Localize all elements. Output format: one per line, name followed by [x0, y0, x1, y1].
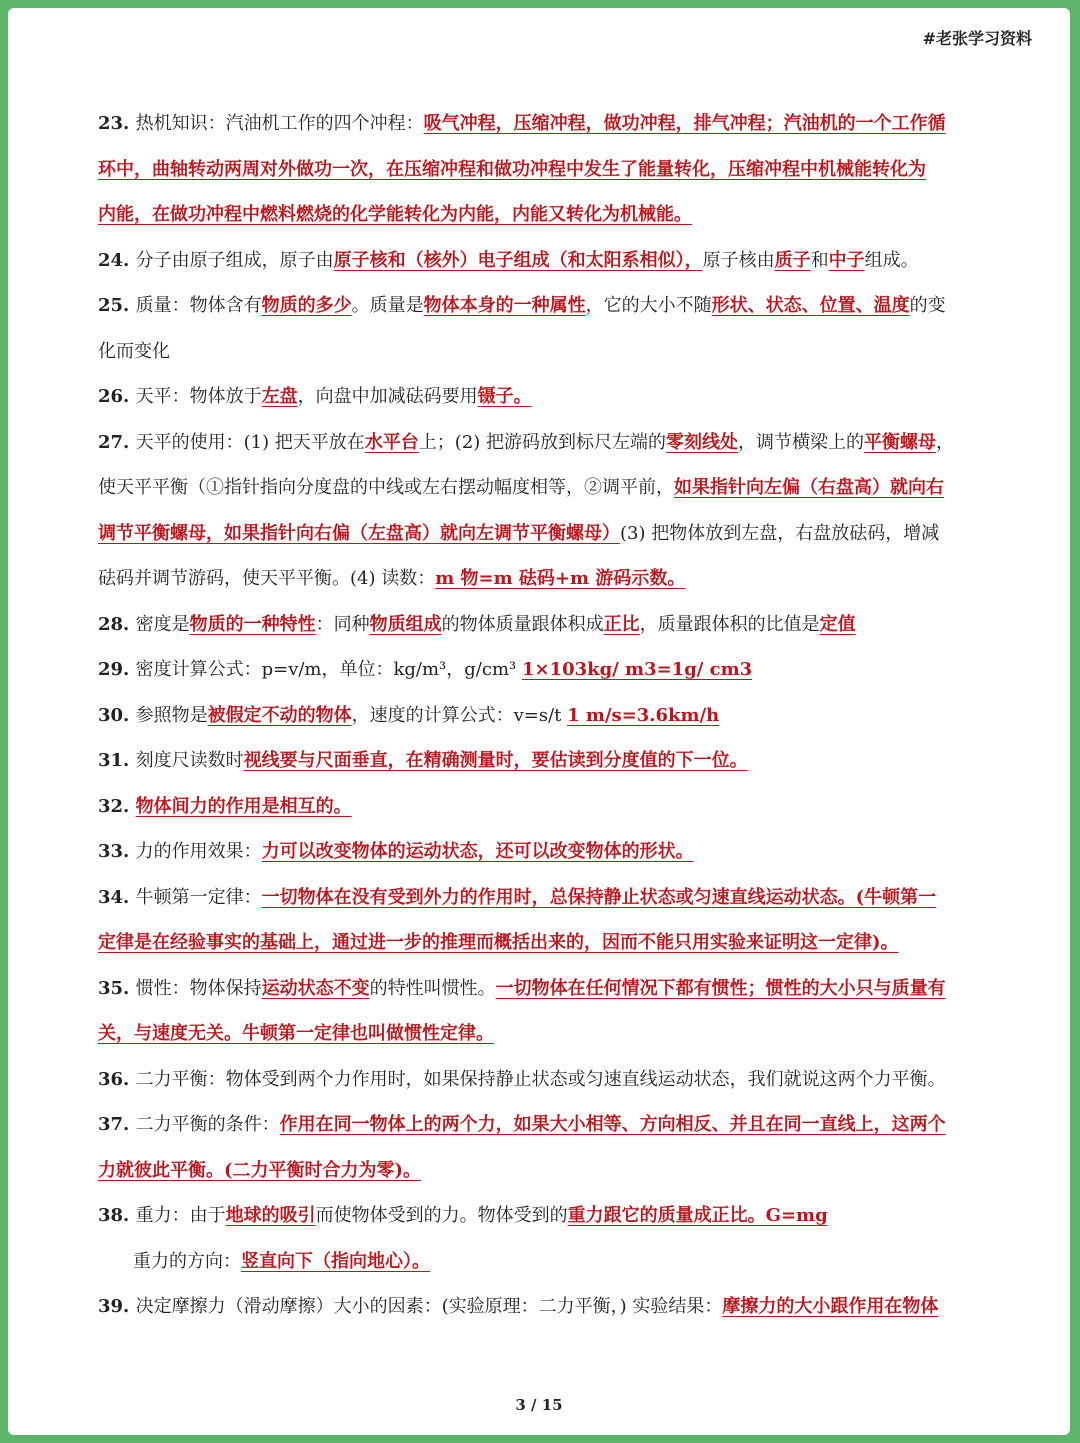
item-number: 34. — [98, 886, 136, 908]
highlighted-answer: 1×103kg/ m3=1g/ cm3 — [521, 659, 753, 680]
text-line — [98, 920, 993, 966]
plain-text: 重力的方向： — [133, 1250, 241, 1272]
highlighted-answer: 物质的一种特性 — [189, 613, 316, 635]
plain-text: 和 — [810, 249, 829, 271]
text-line — [98, 1011, 993, 1057]
item-number: 38. — [98, 1205, 136, 1226]
text-line — [98, 693, 993, 739]
text-line — [98, 147, 993, 193]
plain-text: 二力平衡：物体受到两个力作用时，如果保持静止状态或匀速直线运动状态，我们就说这两个力平衡。 — [135, 1068, 946, 1090]
plain-text: 上；(2) 把游码放到标尺左端的 — [418, 431, 667, 453]
plain-text: 重力：由于 — [135, 1205, 226, 1226]
plain-text: ，质量跟体积的比值是 — [639, 613, 820, 635]
text-line — [98, 784, 993, 830]
plain-text: 的变 — [909, 295, 946, 316]
highlighted-answer: 吸气冲程，压缩冲程，做功冲程，排气冲程；汽油机的一个工作循 — [423, 113, 946, 134]
text-line — [98, 511, 993, 557]
highlighted-answer: 重力跟它的质量成正比。G=mg — [567, 1205, 828, 1226]
text-line — [98, 875, 993, 921]
plain-text: 而使物体受到的力。物体受到的 — [315, 1205, 568, 1226]
item-number: 37. — [98, 1114, 136, 1135]
highlighted-answer: 物体间力的作用是相互的。 — [135, 795, 352, 817]
highlighted-answer: 被假定不动的物体 — [207, 704, 352, 726]
plain-text: (3) 把物体放到左盘，右盘放砝码，增减 — [620, 522, 940, 544]
highlighted-answer: 作用在同一物体上的两个力，如果大小相等、方向相反、并且在同一直线上，这两个 — [279, 1114, 946, 1135]
highlighted-answer: 物质的多少 — [261, 295, 352, 316]
plain-text: 质量：物体含有 — [135, 295, 262, 316]
highlighted-answer: 1 m/s=3.6km/h — [567, 704, 720, 726]
highlighted-answer: 水平台 — [364, 431, 419, 453]
text-line — [98, 238, 993, 284]
highlighted-answer: 定律是在经验事实的基础上，通过进一步的推理而概括出来的，因而不能只用实验来证明这一定律)。 — [98, 932, 899, 953]
item-number: 27. — [98, 431, 136, 453]
item-number: 32. — [98, 795, 136, 817]
text-line — [98, 556, 993, 602]
text-line — [98, 1239, 993, 1285]
item-number: 31. — [98, 750, 136, 771]
text-line — [98, 829, 993, 875]
plain-text: 的特性叫惯性。 — [369, 977, 496, 999]
plain-text: 。质量是 — [351, 295, 424, 316]
item-number: 23. — [98, 113, 136, 134]
highlighted-answer: 形状、状态、位置、温度 — [711, 295, 910, 316]
item-number: 24. — [98, 249, 136, 271]
highlighted-answer: 力可以改变物体的运动状态，还可以改变物体的形状。 — [261, 841, 694, 862]
plain-text: 参照物是 — [135, 704, 208, 726]
item-number: 39. — [98, 1296, 136, 1317]
text-line — [98, 374, 993, 420]
plain-text: 组成。 — [864, 249, 919, 271]
document-page — [8, 8, 1070, 1435]
item-number: 25. — [98, 295, 136, 316]
plain-text: 热机知识：汽油机工作的四个冲程： — [135, 113, 424, 134]
text-line — [98, 738, 993, 784]
highlighted-answer: 地球的吸引 — [225, 1205, 316, 1226]
highlighted-answer: 视线要与尺面垂直，在精确测量时，要估读到分度值的下一位。 — [243, 750, 748, 771]
plain-text: 分子由原子组成，原子由 — [135, 249, 334, 271]
plain-text: 刻度尺读数时 — [135, 750, 244, 771]
highlighted-answer: 平衡螺母 — [864, 431, 937, 453]
plain-text: 天平：物体放于 — [135, 386, 262, 407]
highlighted-answer: 运动状态不变 — [261, 977, 370, 999]
plain-text: 化而变化 — [98, 340, 170, 362]
highlighted-answer: 正比 — [603, 613, 640, 635]
plain-text: 的物体质量跟体积成 — [441, 613, 604, 635]
item-number: 28. — [98, 613, 136, 635]
text-line — [98, 1057, 993, 1103]
plain-text: 惯性：物体保持 — [135, 977, 262, 999]
plain-text: 决定摩擦力（滑动摩擦）大小的因素：(实验原理：二力平衡，) 实验结果： — [135, 1296, 723, 1317]
highlighted-answer: 零刻线处 — [666, 431, 739, 453]
highlighted-answer: 如果指针向左偏（右盘高）就向右 — [674, 477, 944, 498]
plain-text: ，向盘中加减砝码要用 — [297, 386, 478, 407]
highlighted-answer: 物体本身的一种属性 — [423, 295, 586, 316]
text-line — [98, 101, 993, 147]
text-line — [98, 1284, 993, 1330]
item-number: 36. — [98, 1068, 136, 1090]
plain-text: 力的作用效果： — [135, 841, 262, 862]
highlighted-answer: 力就彼此平衡。(二力平衡时合力为零)。 — [98, 1159, 422, 1181]
plain-text: 密度计算公式：p=v/m，单位：kg/m³，g/cm³ — [135, 659, 522, 680]
plain-text: ，调节横梁上的 — [738, 431, 865, 453]
text-line — [98, 966, 993, 1012]
highlighted-answer: 一切物体在没有受到外力的作用时，总保持静止状态或匀速直线运动状态。(牛顿第一 — [261, 886, 937, 908]
plain-text: ， — [936, 431, 955, 453]
item-number: 35. — [98, 977, 136, 999]
page-number: 3 / 15 — [515, 1396, 563, 1414]
highlighted-answer: 定值 — [819, 613, 856, 635]
text-line — [98, 647, 993, 693]
text-line — [98, 192, 993, 238]
text-line — [98, 1148, 993, 1194]
highlighted-answer: 原子核和（核外）电子组成（和太阳系相似）， — [333, 249, 703, 271]
text-line — [98, 1102, 993, 1148]
highlighted-answer: 摩擦力的大小跟作用在物体 — [722, 1296, 939, 1317]
item-number: 33. — [98, 841, 136, 862]
text-line — [98, 283, 993, 329]
plain-text: 天平的使用：(1) 把天平放在 — [135, 431, 365, 453]
text-line — [98, 602, 993, 648]
text-line — [98, 420, 993, 466]
plain-text: ：同种 — [315, 613, 370, 635]
plain-text: 砝码并调节游码，使天平平衡。(4) 读数： — [98, 568, 436, 589]
text-line — [98, 1193, 993, 1239]
plain-text: ，速度的计算公式：v=s/t — [351, 704, 568, 726]
highlighted-answer: 调节平衡螺母，如果指针向右偏（左盘高）就向左调节平衡螺母） — [98, 522, 620, 544]
highlighted-answer: 竖直向下（指向地心）。 — [241, 1250, 430, 1272]
plain-text: 二力平衡的条件： — [135, 1114, 280, 1135]
highlighted-answer: 物质组成 — [369, 613, 442, 635]
highlighted-answer: 左盘 — [261, 386, 298, 407]
plain-text: ，它的大小不随 — [585, 295, 712, 316]
highlighted-answer: 关，与速度无关。牛顿第一定律也叫做惯性定律。 — [98, 1023, 494, 1044]
highlighted-answer: 环中，曲轴转动两周对外做功一次，在压缩冲程和做功冲程中发生了能量转化，压缩冲程中机械能转化为 — [98, 158, 926, 180]
item-number: 26. — [98, 386, 136, 407]
item-number: 30. — [98, 704, 136, 726]
highlighted-answer: 质子 — [774, 249, 811, 271]
text-line — [98, 465, 993, 511]
highlighted-answer: 中子 — [828, 249, 865, 271]
item-number: 29. — [98, 659, 136, 680]
text-line — [98, 329, 993, 375]
watermark: #老张学习资料 — [922, 29, 1032, 48]
plain-text: 原子核由 — [702, 249, 775, 271]
highlighted-answer: 一切物体在任何情况下都有惯性；惯性的大小只与质量有 — [495, 977, 946, 999]
highlighted-answer: 镊子。 — [477, 386, 532, 407]
plain-text: 使天平平衡（①指针指向分度盘的中线或左右摆动幅度相等，②调平前， — [98, 477, 674, 498]
highlighted-answer: 内能，在做功冲程中燃料燃烧的化学能转化为内能，内能又转化为机械能。 — [98, 204, 692, 225]
notes-content — [98, 101, 993, 1330]
plain-text: 牛顿第一定律： — [135, 886, 262, 908]
plain-text: 密度是 — [135, 613, 190, 635]
highlighted-answer: m 物=m 砝码+m 游码示数。 — [435, 568, 686, 589]
